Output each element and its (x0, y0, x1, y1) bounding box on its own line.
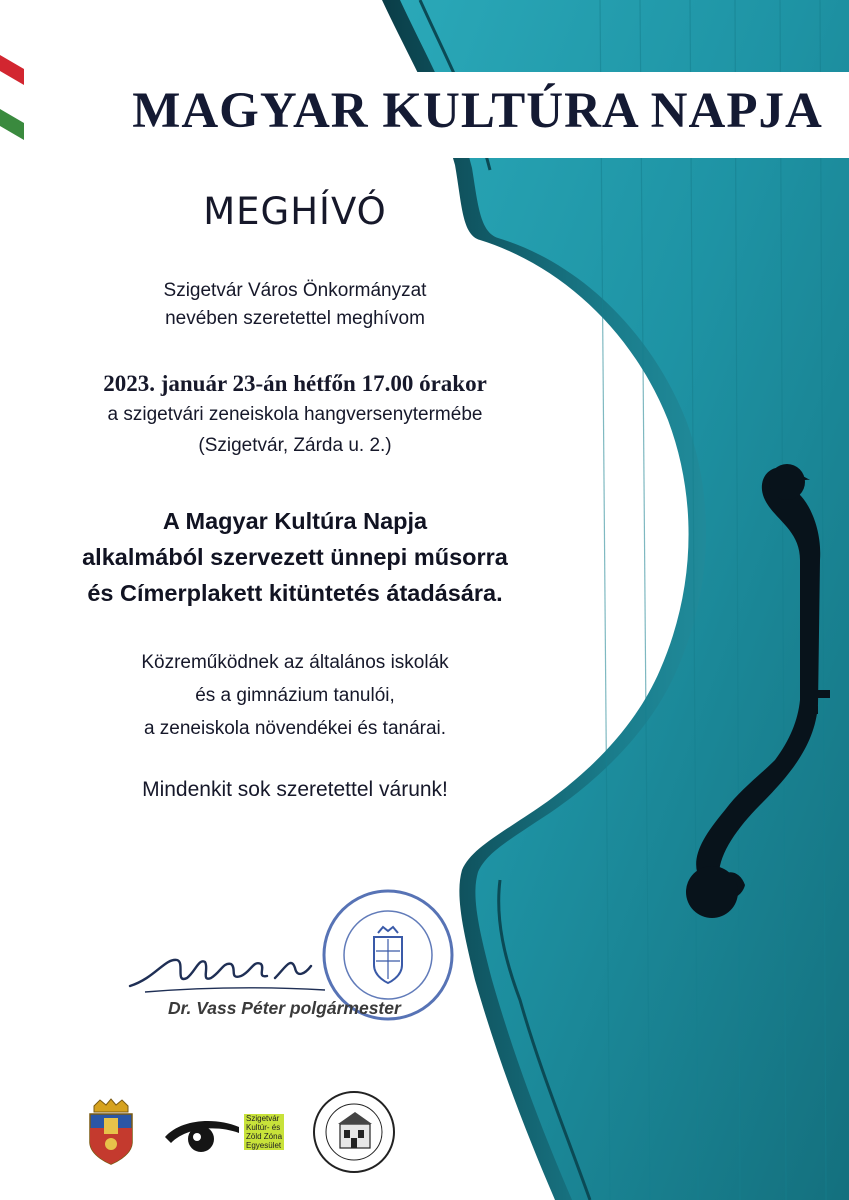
performers-text (0, 646, 590, 745)
city-coat-of-arms (82, 1098, 140, 1166)
closing-text: Mindenkit sok szeretettel várunk! (142, 778, 448, 801)
zone-logo-text: Szigetvár Kultúr- és Zöld Zóna Egyesület (246, 1114, 283, 1150)
event-address: (Szigetvár, Zárda u. 2.) (198, 435, 392, 456)
occasion-line: és Címerplakett kitüntetés átadására. (87, 580, 503, 606)
page-title: MAGYAR KULTÚRA NAPJA (132, 83, 823, 139)
occasion-text (0, 503, 590, 611)
performers-line: és a gimnázium tanulói, (195, 685, 395, 706)
intro-line: Szigetvár Város Önkormányzat (163, 280, 427, 301)
eye-logo (163, 1115, 241, 1155)
intro-line: nevében szeretettel meghívom (165, 308, 425, 329)
invitation-heading: MEGHÍVÓ (203, 190, 387, 233)
intro-text (0, 277, 590, 333)
performers-line: Közreműködnek az általános iskolák (141, 652, 449, 673)
signer-name: Dr. Vass Péter polgármester (168, 998, 401, 1018)
title-band (106, 72, 849, 158)
school-logo (312, 1090, 396, 1174)
event-details (0, 368, 590, 461)
event-date: 2023. január 23-án hétfőn 17.00 órakor (103, 371, 487, 396)
performers-line: a zeneiskola növendékei és tanárai. (143, 718, 447, 739)
occasion-line: A Magyar Kultúra Napja (162, 508, 428, 534)
occasion-line: alkalmából szervezett ünnepi műsorra (82, 544, 508, 570)
signature (125, 938, 335, 998)
event-venue: a szigetvári zeneiskola hangversenytermébe (107, 404, 483, 425)
hungarian-flag-stripes (0, 55, 24, 140)
